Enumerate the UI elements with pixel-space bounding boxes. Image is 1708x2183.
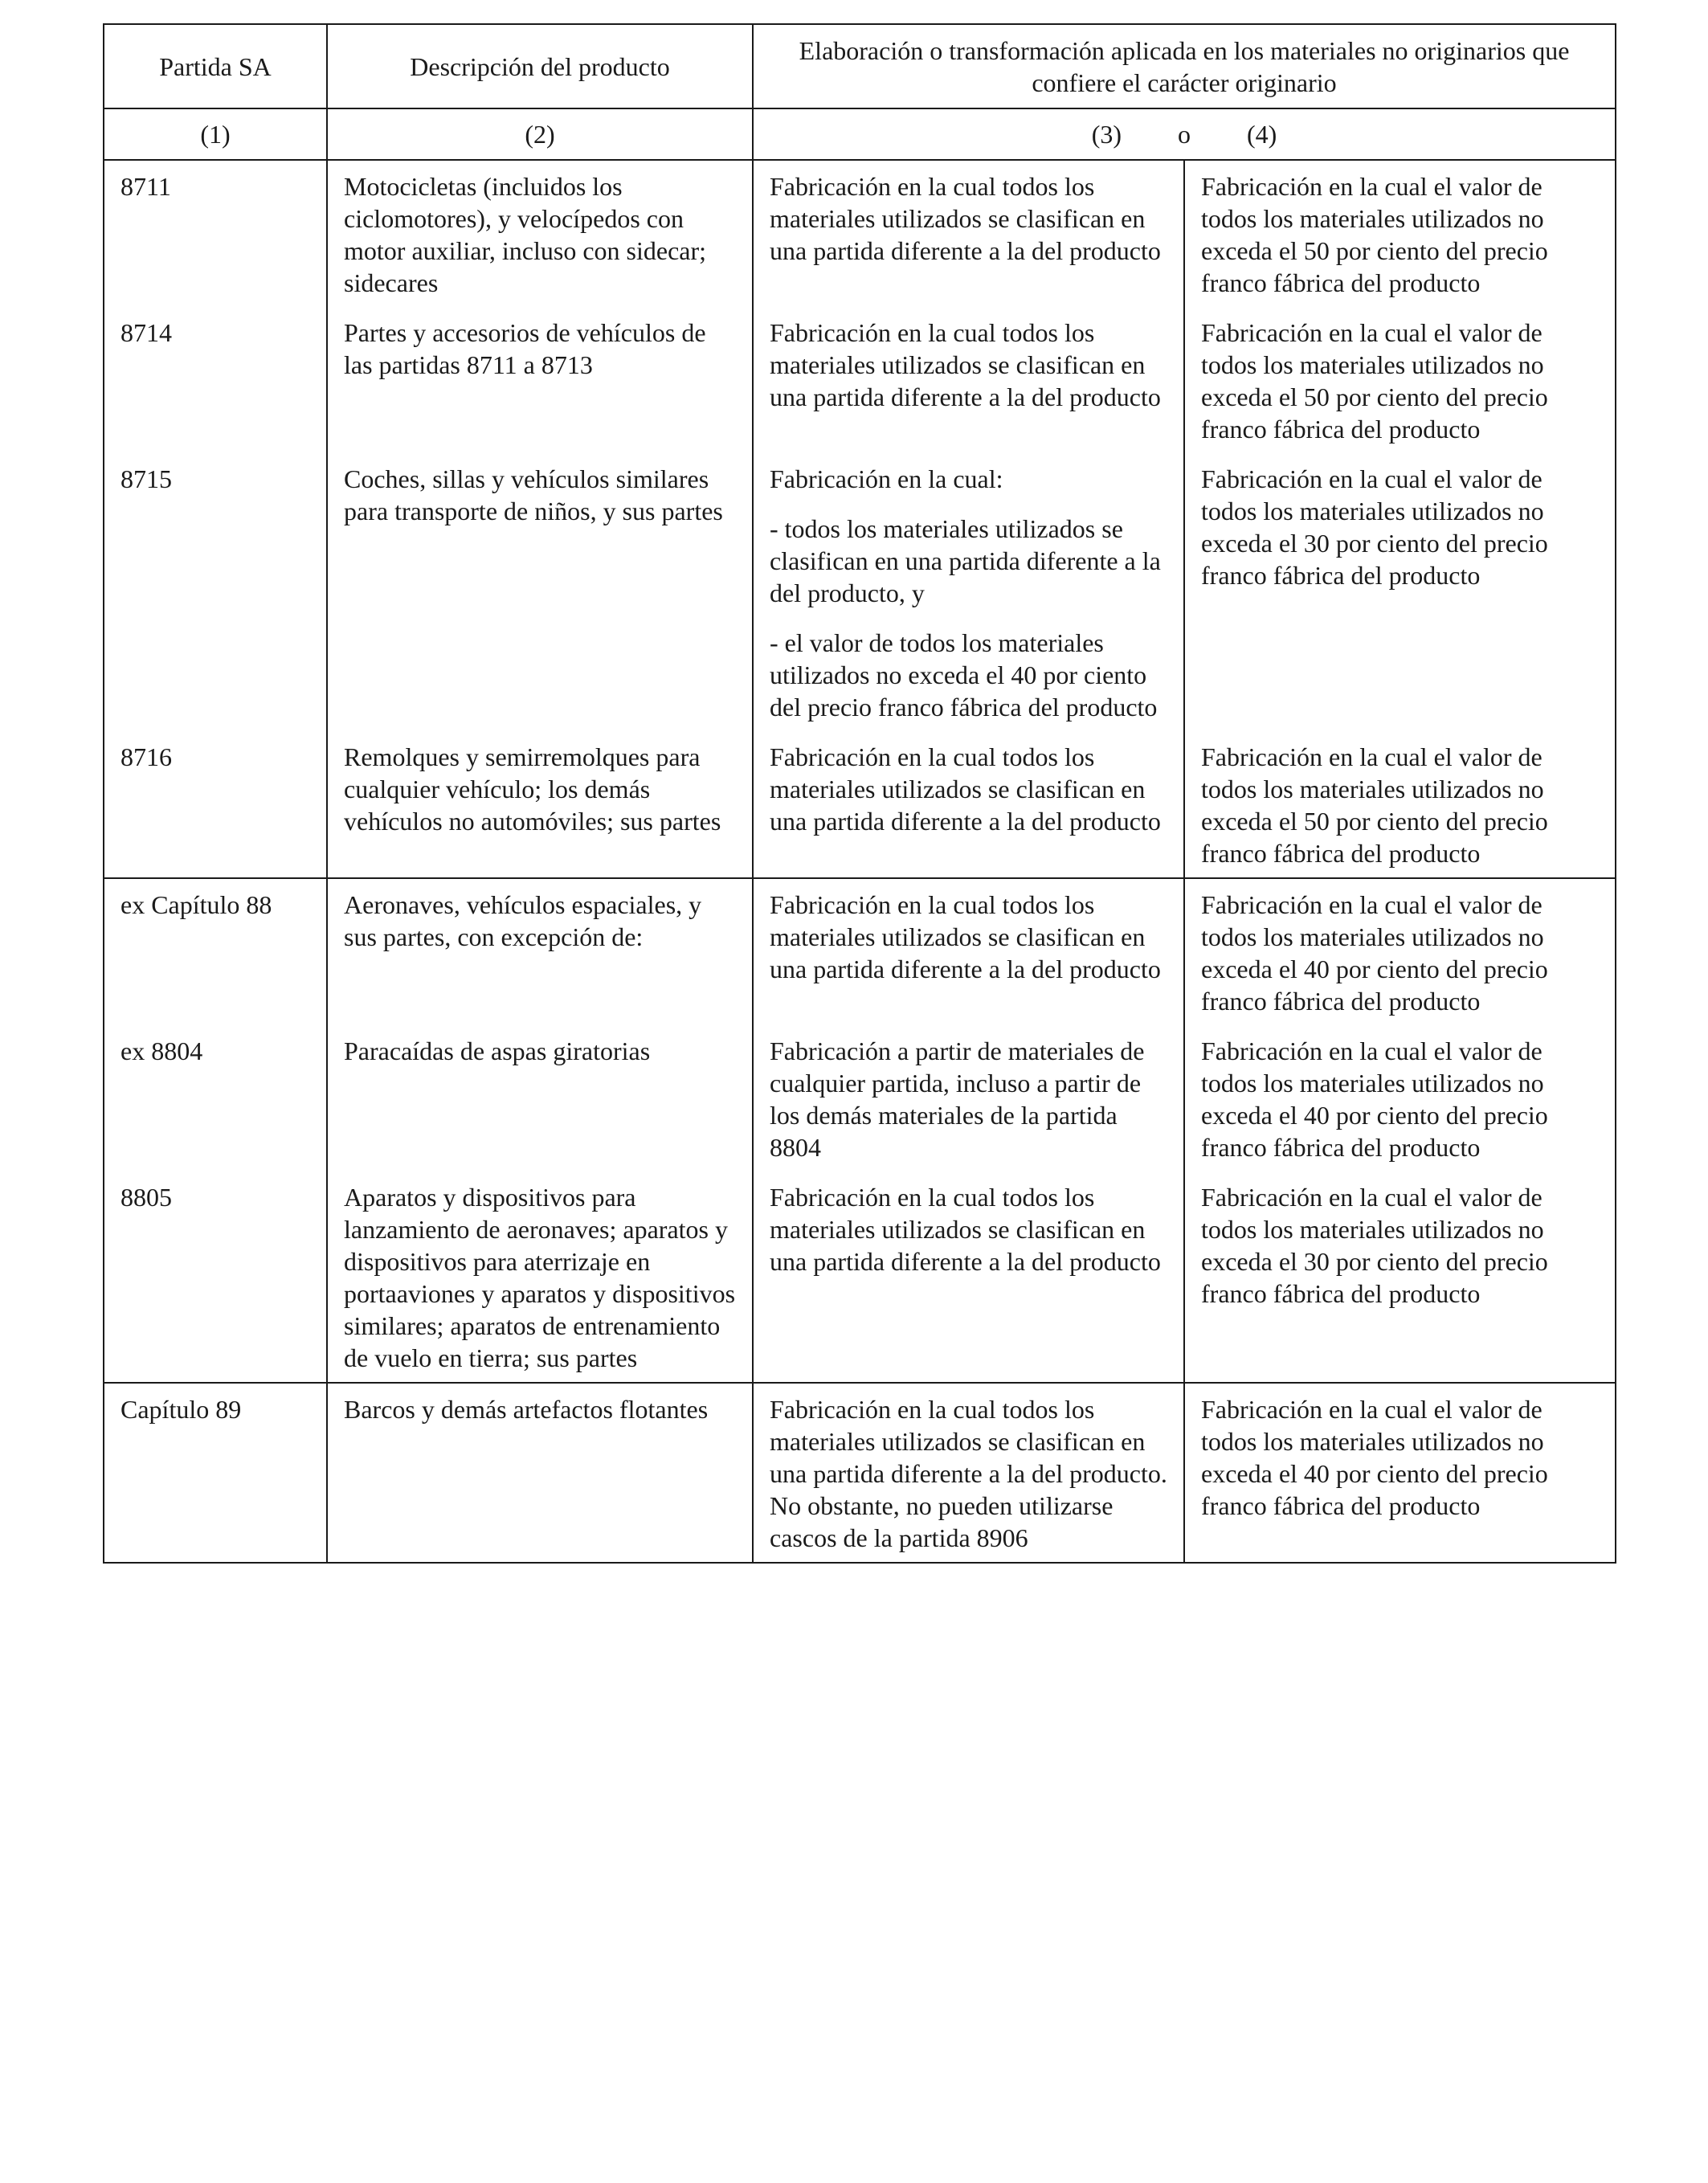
cell-description: Partes y accesorios de vehículos de las partidas 8711 a 8713 (327, 317, 753, 463)
cell-rule-3 (753, 1035, 1184, 1181)
cell-rule-4: Fabricación en la cual el valor de todos los materiales utilizados no exceda el 40 por ciento del precio franco fábrica del producto (1184, 1383, 1616, 1563)
group-chapter-87 (104, 160, 1616, 878)
cell-rule-3 (753, 160, 1184, 317)
header-elaboracion: Elaboración o transformación aplicada en los materiales no originarios que confiere el carácter originario (753, 24, 1616, 108)
cell-code: 8805 (104, 1181, 327, 1383)
cell-description: Barcos y demás artefactos flotantes (327, 1383, 753, 1563)
origin-rules-table (103, 23, 1616, 1564)
column-number-2: (2) (327, 108, 753, 160)
rule-3-condition: - todos los materiales utilizados se clasifican en una partida diferente a la del producto, y (770, 514, 1161, 607)
cell-rule-4: Fabricación en la cual el valor de todos los materiales utilizados no exceda el 50 por ciento del precio franco fábrica del producto (1184, 741, 1616, 878)
cell-code: 8715 (104, 463, 327, 741)
cell-rule-4: Fabricación en la cual el valor de todos los materiales utilizados no exceda el 50 por ciento del precio franco fábrica del producto (1184, 317, 1616, 463)
column-number-3-or-4 (753, 108, 1616, 160)
group-chapter-88 (104, 878, 1616, 1383)
table-row (104, 878, 1616, 1035)
cell-description: Motocicletas (incluidos los ciclomotores), y velocípedos con motor auxiliar, incluso con sidecar; sidecares (327, 160, 753, 317)
rule-3-text: Fabricación en la cual todos los materiales utilizados se clasifican en una partida diferente a la del producto. No obstante, no pueden utilizarse cascos de la partida 8906 (770, 1395, 1167, 1552)
table-row (104, 1181, 1616, 1383)
cell-description: Paracaídas de aspas giratorias (327, 1035, 753, 1181)
rule-3-text: Fabricación a partir de materiales de cualquier partida, incluso a partir de los demás materiales de la partida 8804 (770, 1036, 1145, 1162)
rule-3-text: Fabricación en la cual todos los materiales utilizados se clasifican en una partida diferente a la del producto (770, 318, 1161, 411)
cell-rule-4: Fabricación en la cual el valor de todos los materiales utilizados no exceda el 30 por ciento del precio franco fábrica del producto (1184, 1181, 1616, 1383)
column-number-3: (3) (1091, 120, 1122, 149)
cell-rule-3 (753, 463, 1184, 741)
cell-rule-3 (753, 878, 1184, 1035)
cell-rule-3 (753, 1181, 1184, 1383)
column-number-4: (4) (1247, 120, 1277, 149)
rule-3-condition: - el valor de todos los materiales utilizados no exceda el 40 por ciento del precio franco fábrica del producto (770, 628, 1158, 722)
table-row (104, 1035, 1616, 1181)
rule-3-intro: Fabricación en la cual: (770, 464, 1003, 493)
cell-rule-4: Fabricación en la cual el valor de todos los materiales utilizados no exceda el 40 por ciento del precio franco fábrica del producto (1184, 1035, 1616, 1181)
rule-3-text: Fabricación en la cual todos los materiales utilizados se clasifican en una partida diferente a la del producto (770, 172, 1161, 265)
cell-description: Coches, sillas y vehículos similares para transporte de niños, y sus partes (327, 463, 753, 741)
cell-description: Aeronaves, vehículos espaciales, y sus partes, con excepción de: (327, 878, 753, 1035)
header-row (104, 24, 1616, 108)
rule-3-text: Fabricación en la cual todos los materiales utilizados se clasifican en una partida diferente a la del producto (770, 742, 1161, 836)
cell-description: Remolques y semirremolques para cualquier vehículo; los demás vehículos no automóviles; sus partes (327, 741, 753, 878)
column-number-1: (1) (104, 108, 327, 160)
cell-code: 8714 (104, 317, 327, 463)
table-row (104, 1383, 1616, 1563)
cell-code: Capítulo 89 (104, 1383, 327, 1563)
table-row (104, 741, 1616, 878)
header-partida-sa: Partida SA (104, 24, 327, 108)
table-row (104, 160, 1616, 317)
cell-rule-3 (753, 317, 1184, 463)
rule-3-text: Fabricación en la cual todos los materiales utilizados se clasifican en una partida diferente a la del producto (770, 890, 1161, 983)
cell-rule-4: Fabricación en la cual el valor de todos los materiales utilizados no exceda el 30 por ciento del precio franco fábrica del producto (1184, 463, 1616, 741)
header-descripcion: Descripción del producto (327, 24, 753, 108)
cell-code: 8711 (104, 160, 327, 317)
cell-description: Aparatos y dispositivos para lanzamiento de aeronaves; aparatos y dispositivos para aterrizaje en portaaviones y aparatos y dispositivos similares; aparatos de entrenamiento de vuelo en tierra; sus partes (327, 1181, 753, 1383)
table-row (104, 463, 1616, 741)
cell-rule-3 (753, 1383, 1184, 1563)
cell-rule-4: Fabricación en la cual el valor de todos los materiales utilizados no exceda el 40 por ciento del precio franco fábrica del producto (1184, 878, 1616, 1035)
cell-code: ex 8804 (104, 1035, 327, 1181)
table-row (104, 317, 1616, 463)
cell-rule-3 (753, 741, 1184, 878)
cell-code: 8716 (104, 741, 327, 878)
cell-code: ex Capítulo 88 (104, 878, 327, 1035)
column-number-row (104, 108, 1616, 160)
column-or-label: o (1178, 120, 1191, 149)
rule-3-text: Fabricación en la cual todos los materiales utilizados se clasifican en una partida diferente a la del producto (770, 1183, 1161, 1276)
cell-rule-4: Fabricación en la cual el valor de todos los materiales utilizados no exceda el 50 por ciento del precio franco fábrica del producto (1184, 160, 1616, 317)
group-chapter-89 (104, 1383, 1616, 1563)
